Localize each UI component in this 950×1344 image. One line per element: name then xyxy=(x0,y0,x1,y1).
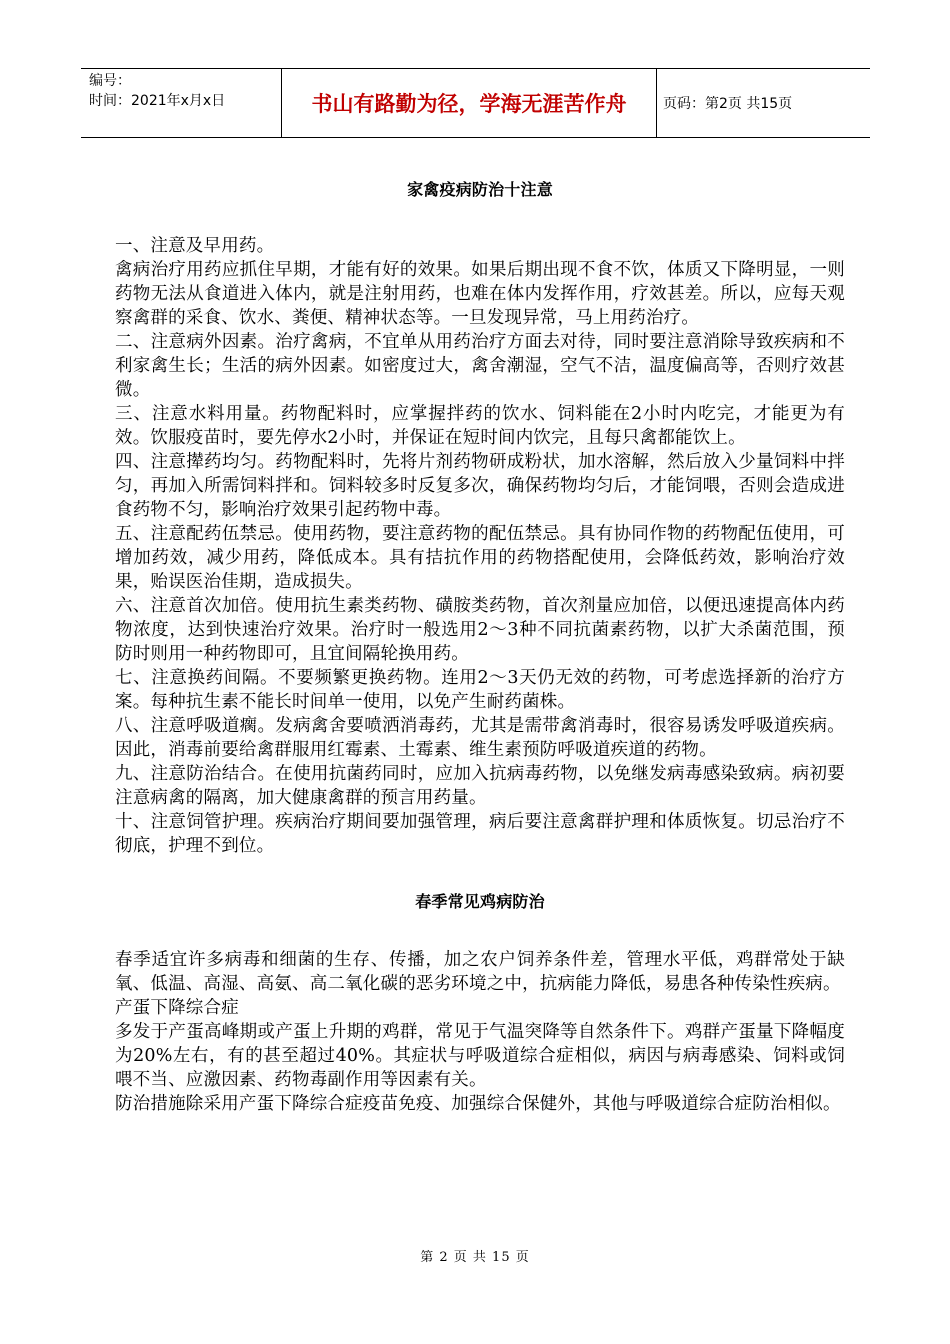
section-title-poultry: 家禽疫病防治十注意 xyxy=(407,180,553,199)
paragraph: 三、注意水料用量。药物配料时，应掌握拌药的饮水、饲料能在2小时内吃完，才能更为有效。饮服疫苗时，要先停水2小时，并保证在短时间内饮完，且每只禽都能饮上。 xyxy=(115,404,845,448)
paragraph: 四、注意撵药均匀。药物配料时，先将片剂药物研成粉状，加水溶解，然后放入少量饲料中拌匀，再加入所需饲料拌和。饲料较多时反复多次，确保药物均匀后，才能饲喂，否则会造成进食药物不匀，影响治疗效果引起药物中毒。 xyxy=(115,452,845,520)
paragraph: 一、注意及早用药。 xyxy=(115,236,275,256)
paragraph: 八、注意呼吸道瘸。发病禽舍要喷洒消毒药，尤其是需带禽消毒时，很容易诱发呼吸道疾病。因此，消毒前要给禽群服用红霉素、土霉素、维生素预防呼吸道疾道的药物。 xyxy=(115,716,845,760)
page-header xyxy=(81,68,870,138)
paragraph: 多发于产蛋高峰期或产蛋上升期的鸡群，常见于气温突降等自然条件下。鸡群产蛋量下降幅度为20%左右，有的甚至超过40%。其症状与呼吸道综合症相似，病因与病毒感染、饲料或饲喂不当、应激因素、药物毒副作用等因素有关。 xyxy=(115,1022,845,1090)
header-motto: 书山有路勤为径，学海无涯苦作舟 xyxy=(282,69,657,137)
paragraph: 九、注意防治结合。在使用抗菌药同时，应加入抗病毒药物，以免继发病毒感染致病。病初要注意病禽的隔离，加大健康禽群的预言用药量。 xyxy=(115,764,845,808)
paragraph: 防治措施除采用产蛋下降综合症疫苗免疫、加强综合保健外，其他与呼吸道综合症防治相似。 xyxy=(115,1094,841,1114)
document-number-label: 编号： xyxy=(89,73,131,89)
paragraph: 二、注意病外因素。治疗禽病，不宜单从用药治疗方面去对待，同时要注意消除导致疾病和不利家禽生长；生活的病外因素。如密度过大，禽舍潮湿，空气不洁，温度偏高等，否则疗效甚微。 xyxy=(115,332,845,400)
paragraph: 五、注意配药伍禁忌。使用药物，要注意药物的配伍禁忌。具有协同作物的药物配伍使用，可增加药效，减少用药，降低成本。具有拮抗作用的药物搭配使用，会降低药效，影响治疗效果，贻误医治佳期，造成损失。 xyxy=(115,524,845,592)
paragraph: 春季适宜许多病毒和细菌的生存、传播，加之农户饲养条件差，管理水平低，鸡群常处于缺氧、低温、高湿、高氨、高二氧化碳的恶劣环境之中，抗病能力降低，易患各种传染性疾病。 xyxy=(115,950,845,994)
document-date-label: 时间：2021年x月x日 xyxy=(89,93,226,109)
paragraph: 六、注意首次加倍。使用抗生素类药物、磺胺类药物，首次剂量应加倍，以便迅速提高体内药物浓度，达到快速治疗效果。治疗时一般选用2～3种不同抗菌素药物，以扩大杀菌范围，预防时则用一种药物即可，且宜间隔轮换用药。 xyxy=(115,596,845,664)
paragraph: 十、注意饲管护理。疾病治疗期间要加强管理，病后要注意禽群护理和体质恢复。切忌治疗不彻底，护理不到位。 xyxy=(115,812,845,856)
document-body xyxy=(115,178,845,1116)
paragraph: 七、注意换药间隔。不要频繁更换药物。连用2～3天仍无效的药物，可考虑选择新的治疗方案。每种抗生素不能长时间单一使用，以免产生耐药菌株。 xyxy=(115,668,845,712)
section-title-spring: 春季常见鸡病防治 xyxy=(415,892,545,911)
page-footer: 第 2 页 共 15 页 xyxy=(420,1250,530,1265)
subheading: 产蛋下降综合症 xyxy=(115,998,239,1018)
header-meta xyxy=(81,69,282,137)
paragraph: 禽病治疗用药应抓住早期，才能有好的效果。如果后期出现不食不饮，体质又下降明显，一则药物无法从食道进入体内，就是注射用药，也难在体内发挥作用，疗效甚差。所以，应每天观察禽群的采食、饮水、粪便、精神状态等。一旦发现异常，马上用药治疗。 xyxy=(115,260,845,328)
header-page-info: 页码：第2页 共15页 xyxy=(663,96,793,112)
